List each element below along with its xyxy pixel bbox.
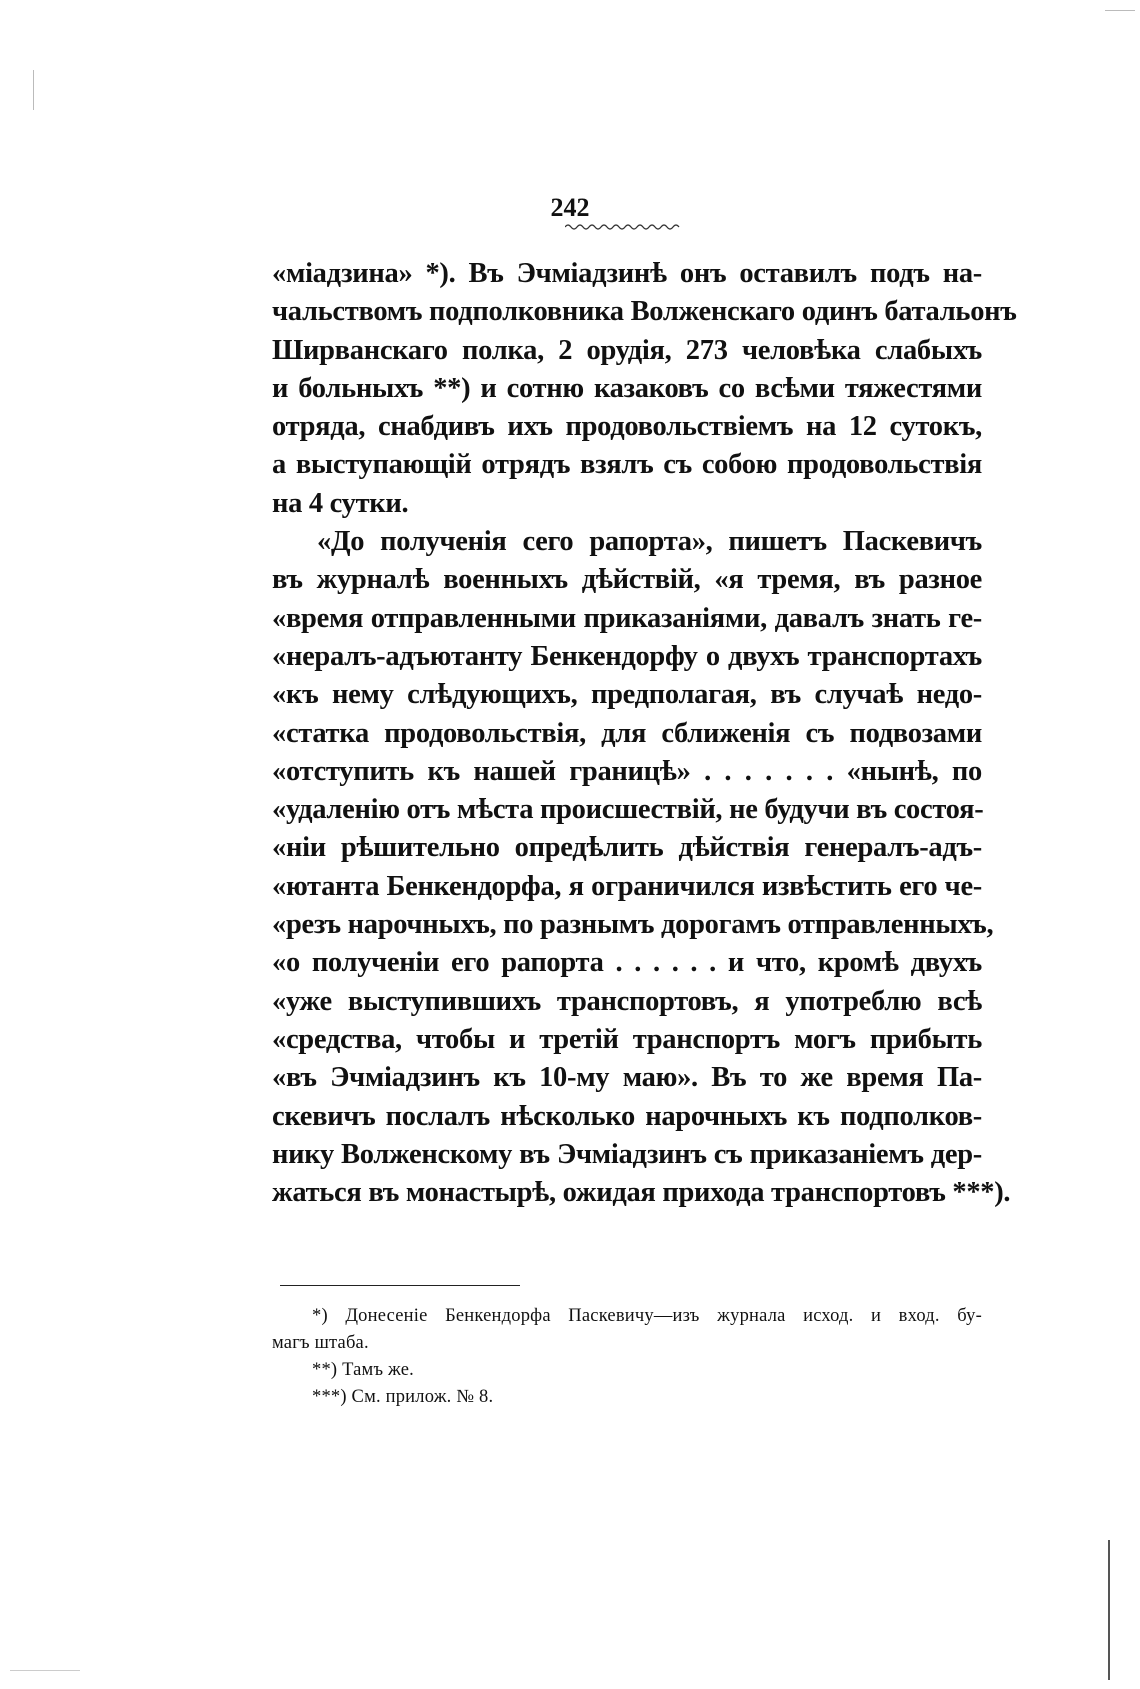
text-line: отряда, снабдивъ ихъ продовольствіемъ на 12 сутокъ, — [272, 411, 982, 443]
text-line: «въ Эчміадзинъ къ 10-му маю». Въ то же время Па- — [272, 1062, 982, 1094]
text-line: на 4 сутки. — [272, 487, 409, 519]
footnote-separator — [280, 1285, 520, 1286]
text-line: скевичъ послалъ нѣсколько нарочныхъ къ подполков- — [272, 1100, 982, 1132]
text-line: «резъ нарочныхъ, по разнымъ дорогамъ отправленныхъ, — [272, 909, 994, 941]
text-line: Ширванскаго полка, 2 орудія, 273 человѣка слабыхъ — [272, 334, 982, 366]
text-line: «міадзина» *). Въ Эчміадзинѣ онъ оставилъ подъ на- — [272, 258, 982, 289]
text-line: и больныхъ **) и сотню казаковъ со всѣми тяжестями — [272, 372, 982, 404]
text-line: «къ нему слѣдующихъ, предполагая, въ случаѣ недо- — [272, 679, 982, 711]
scan-edge-mark — [10, 1670, 80, 1671]
text-line: нику Волженскому въ Эчміадзинъ съ приказаніемъ дер- — [272, 1138, 982, 1170]
footnote-continuation: магъ штаба. — [272, 1333, 369, 1353]
text-line: «о полученіи его рапорта . . . . . . и что, кромѣ двухъ — [272, 947, 982, 979]
footnote: **) Тамъ же. — [312, 1360, 415, 1380]
text-line: «ютанта Бенкендорфа, я ограничился извѣстить его че- — [272, 870, 982, 902]
scan-edge-mark — [1105, 10, 1135, 11]
text-line: «уже выступившихъ транспортовъ, я употреблю всѣ — [272, 985, 982, 1017]
footnote: ***) См. прилож. № 8. — [312, 1387, 494, 1407]
text-line: «статка продовольствія, для сближенія съ подвозами — [272, 717, 982, 749]
text-line: «ніи рѣшительно опредѣлить дѣйствія генералъ-адъ- — [272, 832, 982, 864]
page-number: 242 — [550, 193, 590, 222]
text-line: а выступающій отрядъ взялъ съ собою продовольствія — [272, 449, 982, 481]
text-line: въ журналѣ военныхъ дѣйствій, «я тремя, въ разное — [272, 564, 982, 596]
body-text — [272, 255, 1017, 1212]
scan-edge-mark — [1108, 1540, 1110, 1680]
text-line: «отступить къ нашей границѣ» . . . . . . . «нынѣ, по — [272, 755, 982, 787]
footnote: *) Донесеніе Бенкендорфа Паскевичу—изъ журнала исход. и вход. бу- — [312, 1306, 982, 1326]
text-line: «удаленію отъ мѣста происшествій, не будучи въ состоя- — [272, 794, 984, 826]
text-line: «До полученія сего рапорта», пишетъ Паскевичъ — [317, 526, 982, 558]
text-line: «время отправленными приказаніями, давалъ знать ге- — [272, 602, 982, 634]
decorative-wavy-rule — [565, 222, 680, 232]
scan-edge-mark — [33, 70, 34, 110]
text-line: «средства, чтобы и третій транспортъ могъ прибыть — [272, 1023, 982, 1055]
text-line: «нералъ-адъютанту Бенкендорфу о двухъ транспортахъ — [272, 640, 982, 672]
footnotes — [272, 1303, 982, 1411]
text-line: жаться въ монастырѣ, ожидая прихода транспортовъ ***). — [272, 1177, 1011, 1209]
text-line: чальствомъ подполковника Волженскаго одинъ батальонъ — [272, 296, 1017, 328]
